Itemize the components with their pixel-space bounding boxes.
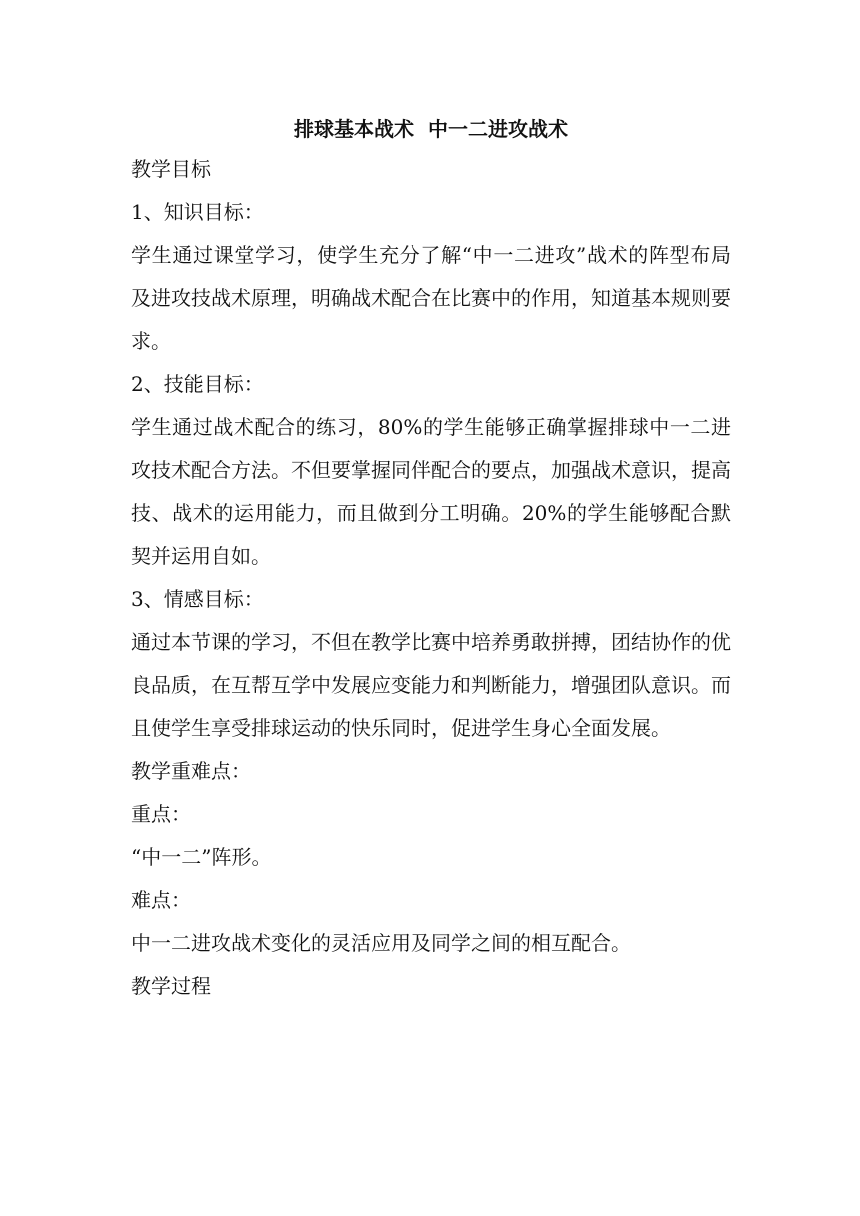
key-point-heading: 重点： — [131, 802, 191, 826]
key-point-text: “中一二”阵形。 — [131, 845, 272, 869]
skill-goal-text: 学生通过战术配合的练习，80%的学生能够正确掌握排球中一二进攻技术配合方法。不但要掌握同伴配合的要点，加强战术意识，提高技、战术的运用能力，而且做到分工明确。20%的学生能够配合默契并运用自如。 — [131, 415, 731, 568]
document-title: 排球基本战术 中一二进攻战术 — [294, 117, 568, 141]
difficult-point-heading: 难点： — [131, 888, 191, 912]
document-body — [131, 110, 731, 1008]
key-difficult-heading: 教学重难点： — [131, 759, 251, 783]
knowledge-goal-heading: 1、知识目标： — [131, 200, 264, 224]
knowledge-goal-text: 学生通过课堂学习，使学生充分了解“中一二进攻”战术的阵型布局及进攻技战术原理，明确战术配合在比赛中的作用，知道基本规则要求。 — [131, 243, 731, 353]
process-heading: 教学过程 — [131, 974, 211, 998]
emotion-goal-heading: 3、情感目标： — [131, 587, 264, 611]
difficult-point-text: 中一二进攻战术变化的灵活应用及同学之间的相互配合。 — [131, 931, 631, 955]
teaching-goals-heading: 教学目标 — [131, 157, 211, 181]
skill-goal-heading: 2、技能目标： — [131, 372, 264, 396]
emotion-goal-text: 通过本节课的学习，不但在教学比赛中培养勇敢拼搏，团结协作的优良品质，在互帮互学中发展应变能力和判断能力，增强团队意识。而且使学生享受排球运动的快乐同时，促进学生身心全面发展。 — [131, 630, 731, 740]
